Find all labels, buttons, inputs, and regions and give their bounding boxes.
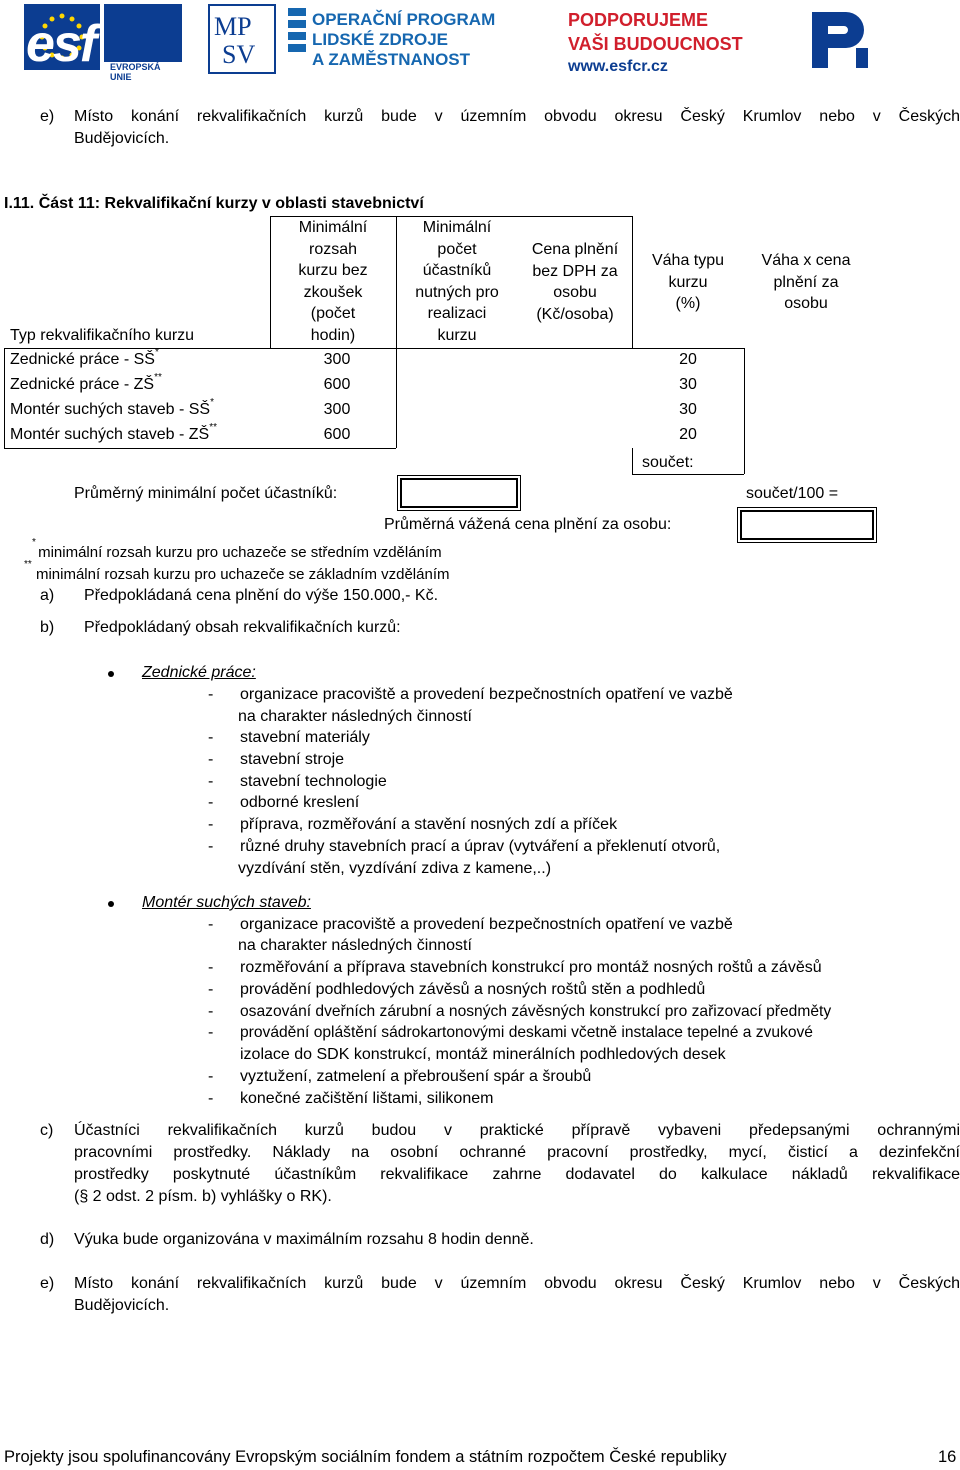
th-price-line: bez DPH za xyxy=(532,262,618,280)
row-hours: 600 xyxy=(323,376,351,393)
section-title: I.11. Část 11: Rekvalifikační kurzy v oblasti stavebnictví xyxy=(4,195,424,212)
note-2 xyxy=(24,559,450,583)
dash-marker: - xyxy=(208,773,214,790)
list-item: příprava, rozměřování a stavění nosných zdí a příček xyxy=(240,816,618,833)
c-line-2: pracovními prostředky. Náklady na osobní ochranné pracovní prostředky, mycí, čisticí a dezinfekční xyxy=(74,1144,960,1161)
e-line-2: Budějovicích. xyxy=(74,1297,170,1314)
op-logo xyxy=(288,4,528,70)
th-min-count-line: Minimální xyxy=(422,219,492,236)
row-name xyxy=(10,397,214,419)
th-price xyxy=(518,239,632,325)
slogan-line-2: VAŠI BUDOUCNOST xyxy=(568,34,743,54)
th-min-count-line: počet xyxy=(437,240,477,258)
note-text: minimální rozsah kurzu pro uchazeče se základním vzděláním xyxy=(35,566,450,583)
list-item: provádění opláštění sádrokartonovými deskami včetně instalace tepelné a zvukové xyxy=(240,1024,813,1041)
dash-marker: - xyxy=(208,959,214,976)
th-min-count-line: nutných pro xyxy=(415,283,499,301)
dash-marker: - xyxy=(208,816,214,833)
th-price-line: (Kč/osoba) xyxy=(536,305,614,323)
d-text: Výuka bude organizována v maximálním rozsahu 8 hodin denně. xyxy=(74,1231,534,1248)
row-mark: * xyxy=(210,397,214,408)
a-text: Předpokládaná cena plnění do výše 150.000,- Kč. xyxy=(84,587,439,604)
dash-marker: - xyxy=(208,1003,214,1020)
dash-marker: - xyxy=(208,729,214,746)
row-mark: ** xyxy=(209,422,217,433)
row-name xyxy=(10,422,217,444)
avg-price-input[interactable] xyxy=(740,510,874,540)
th-min-range-line: (počet xyxy=(310,305,356,322)
list-item: odborné kreslení xyxy=(240,794,360,811)
list-item: stavební materiály xyxy=(240,729,370,746)
dash-marker: - xyxy=(208,794,214,811)
th-type: Typ rekvalifikačního kurzu xyxy=(10,327,195,344)
esf-wordmark: esf xyxy=(26,15,96,73)
table-sum-bottom xyxy=(632,474,744,475)
row-weight: 20 xyxy=(679,351,697,368)
prev-e-line-2: Budějovicích. xyxy=(74,130,170,147)
row-hours: 300 xyxy=(323,351,351,368)
table-col-divider-4 xyxy=(744,348,745,474)
prev-e-line-1: Místo konání rekvalifikačních kurzů bude v územním obvodu okresu Český Krumlov nebo v Českých xyxy=(74,108,960,125)
list-item: osazování dveřních zárubní a nosných závěsných konstrukcí pro zařizovací předměty xyxy=(240,1003,832,1020)
op-line-1: OPERAČNÍ PROGRAM xyxy=(312,10,496,29)
bullet-icon xyxy=(108,671,114,677)
esf-logo xyxy=(24,4,184,82)
op-line-2: LIDSKÉ ZDROJE xyxy=(312,30,449,49)
row-name-text: Zednické práce - SŠ xyxy=(10,351,155,368)
list-item: konečné začištění lištami, silikonem xyxy=(240,1090,494,1107)
course1-title: Zednické práce: xyxy=(142,664,256,681)
avg-price-label: Průměrná vážená cena plnění za osobu: xyxy=(384,516,672,533)
th-min-range-line: zkoušek xyxy=(303,283,363,301)
slogan-line-1: PODPORUJEME xyxy=(568,10,709,30)
table-header-bottom xyxy=(4,348,744,349)
avg-min-input[interactable] xyxy=(400,478,518,508)
op-line-3: A ZAMĚSTNANOST xyxy=(312,50,471,69)
table-left-border xyxy=(4,348,5,448)
c-label: c) xyxy=(40,1122,54,1139)
mpsv-logo xyxy=(208,4,276,74)
sum-label: součet: xyxy=(642,454,694,471)
prev-e-label: e) xyxy=(40,108,55,125)
note-text: minimální rozsah kurzu pro uchazeče se středním vzděláním xyxy=(38,544,442,561)
th-price-line: Cena plnění xyxy=(531,241,619,258)
list-item: různé druhy stavebních prací a úprav (vytváření a překlenutí otvorů, xyxy=(240,838,721,855)
dash-marker: - xyxy=(208,838,214,855)
list-item: vyztužení, zatmelení a přebroušení spár a šroubů xyxy=(240,1068,592,1085)
row-name-text: Montér suchých staveb - SŠ xyxy=(10,401,211,418)
th-weight-price-line: Váha x cena xyxy=(761,252,851,269)
avg-min-label: Průměrný minimální počet účastníků: xyxy=(74,485,338,502)
list-item: organizace pracoviště a provedení bezpečnostních opatření ve vazbě xyxy=(240,916,733,933)
list-item: izolace do SDK konstrukcí, montáž minerálních podhledových desek xyxy=(240,1046,726,1063)
row-name xyxy=(10,372,162,394)
th-min-range-line: Minimální xyxy=(298,219,368,236)
th-min-count-line: kurzu xyxy=(437,326,477,344)
row-weight: 30 xyxy=(679,376,697,393)
list-item: organizace pracoviště a provedení bezpečnostních opatření ve vazbě xyxy=(240,686,733,703)
row-weight: 30 xyxy=(679,401,697,418)
row-name xyxy=(10,347,159,369)
th-min-count-line: účastníků xyxy=(422,262,492,279)
list-item: stavební stroje xyxy=(240,751,345,768)
dash-marker: - xyxy=(208,1090,214,1107)
th-price-line: osobu xyxy=(553,284,597,301)
c-line-1: Účastníci rekvalifikačních kurzů budou v praktické přípravě vybaveni předepsanými ochrannými xyxy=(74,1122,960,1139)
list-item: provádění podhledových závěsů a nosných roštů stěn a podhledů xyxy=(240,981,706,998)
row-hours: 300 xyxy=(323,401,351,418)
th-weight-line: kurzu xyxy=(668,273,708,291)
list-item: stavební technologie xyxy=(240,773,387,790)
list-item: na charakter následných činností xyxy=(238,708,472,725)
list-item: na charakter následných činností xyxy=(238,937,472,954)
note-mark: * xyxy=(32,537,36,548)
dash-marker: - xyxy=(208,686,214,703)
th-weight xyxy=(632,250,744,315)
list-item: vyzdívání stěn, vyzdívání zdiva z kamene,..) xyxy=(238,860,552,877)
dash-marker: - xyxy=(208,916,214,933)
d-label: d) xyxy=(40,1231,55,1248)
table-bottom-border xyxy=(4,448,396,449)
op-bars-icon xyxy=(288,8,306,66)
note-1 xyxy=(32,537,444,561)
row-mark: * xyxy=(154,347,159,358)
note-mark: ** xyxy=(24,559,32,570)
sum100-label: součet/100 = xyxy=(746,485,839,502)
c-line-3: prostředky poskytnuté účastníkům rekvalifikace zahrne dodavatel do kalkulace nákladů rekvalifikace xyxy=(74,1166,960,1183)
th-min-count xyxy=(396,217,518,346)
slogan-url: www.esfcr.cz xyxy=(568,58,668,75)
th-weight-line: (%) xyxy=(675,295,701,312)
b-label: b) xyxy=(40,619,55,636)
dash-marker: - xyxy=(208,1024,214,1041)
dash-marker: - xyxy=(208,751,214,768)
mpsv-bottom: SV xyxy=(222,40,256,69)
row-name-text: Zednické práce - ZŠ xyxy=(10,376,155,393)
page-number: 16 xyxy=(938,1448,957,1466)
th-weight-price-line: plnění za xyxy=(773,273,839,291)
table-sum-left xyxy=(632,448,633,474)
ministry-mark-icon xyxy=(806,4,872,70)
dash-marker: - xyxy=(208,981,214,998)
c-line-4: (§ 2 odst. 2 písm. b) vyhlášky o RK). xyxy=(74,1188,332,1205)
course2-title: Montér suchých staveb: xyxy=(142,894,311,911)
th-min-count-line: realizaci xyxy=(427,305,487,322)
e-line-1: Místo konání rekvalifikačních kurzů bude v územním obvodu okresu Český Krumlov nebo v Českých xyxy=(74,1275,960,1292)
th-min-range xyxy=(270,217,396,346)
row-mark: ** xyxy=(154,372,162,383)
header-logos xyxy=(24,4,954,82)
th-weight-line: Váha typu xyxy=(651,252,725,269)
dash-marker: - xyxy=(208,1068,214,1085)
th-min-range-line: rozsah xyxy=(308,240,358,258)
a-label: a) xyxy=(40,587,55,604)
row-hours: 600 xyxy=(323,426,351,443)
th-weight-price xyxy=(744,250,868,315)
footer-text: Projekty jsou spolufinancovány Evropským sociálním fondem a státním rozpočtem České republiky xyxy=(4,1448,727,1466)
esf-subtitle: EVROPSKÁ UNIE xyxy=(110,62,161,82)
list-item: rozměřování a příprava stavebních konstrukcí pro montáž nosných roštů a závěsů xyxy=(240,959,822,976)
th-weight-price-line: osobu xyxy=(784,295,828,312)
mpsv-top: MP xyxy=(214,12,252,41)
bullet-icon xyxy=(108,901,114,907)
th-min-range-line: hodin) xyxy=(310,326,356,344)
row-name-text: Montér suchých staveb - ZŠ xyxy=(10,426,210,443)
b-text: Předpokládaný obsah rekvalifikačních kurzů: xyxy=(84,619,401,636)
slogan-logo xyxy=(568,4,768,76)
th-min-range-line: kurzu bez xyxy=(298,262,368,279)
row-weight: 20 xyxy=(679,426,697,443)
e-label: e) xyxy=(40,1275,55,1292)
